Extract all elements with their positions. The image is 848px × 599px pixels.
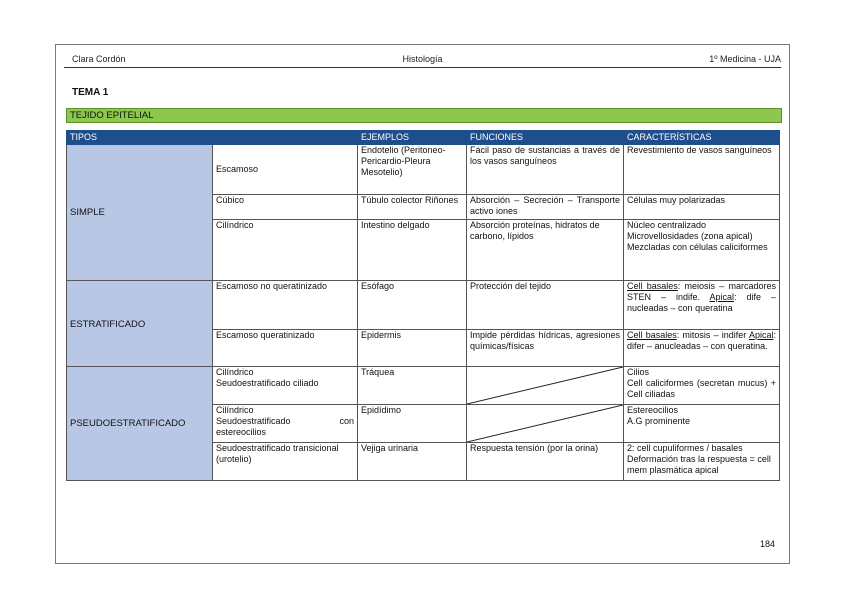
header-funciones: FUNCIONES: [467, 131, 624, 145]
document-page: [55, 44, 790, 564]
basal-text: : mitosis – indifer: [676, 330, 747, 340]
subtype-line: Seudoestratificado ciliado: [216, 378, 319, 388]
basal-label: Cell basales: [627, 330, 677, 340]
header-course: 1º Medicina - UJA: [709, 54, 781, 64]
table-header-row: [67, 131, 780, 145]
header-divider: [64, 67, 781, 68]
subtype-cell: Escamoso queratinizado: [213, 330, 358, 367]
subtype-cell: Cúbico: [213, 195, 358, 220]
section-title: TEJIDO EPITELIAL: [66, 108, 782, 123]
epithelium-table: [66, 130, 780, 481]
ejemplo-cell: Epidermis: [358, 330, 467, 367]
header-author: Clara Cordón: [72, 54, 126, 64]
caracteristica-cell: Revestimiento de vasos sanguíneos: [624, 145, 780, 195]
caracteristica-line: Estereocilios: [627, 405, 679, 415]
caracteristica-line: Deformación tras la respuesta = cell mem plasmática apical: [627, 454, 771, 475]
ejemplo-cell: Tráquea: [358, 367, 467, 405]
caracteristica-line: Núcleo centralizado: [627, 220, 707, 230]
table-row: [67, 367, 780, 405]
apical-text: : dife – nucleadas – con queratina: [627, 292, 777, 313]
apical-label: Apical: [709, 292, 735, 302]
category-simple: SIMPLE: [67, 145, 213, 281]
subtype-line: Cilíndrico: [216, 405, 254, 415]
basal-label: Cell basales: [627, 281, 678, 291]
caracteristica-cell: Células muy polarizadas: [624, 195, 780, 220]
funcion-cell-empty: [467, 405, 624, 443]
ejemplo-cell: Intestino delgado: [358, 220, 467, 281]
caracteristica-cell: [624, 281, 780, 330]
subtype-cell: Escamoso no queratinizado: [213, 281, 358, 330]
header-ejemplos: EJEMPLOS: [358, 131, 467, 145]
header-tipos: TIPOS: [67, 131, 358, 145]
funcion-cell: Fácil paso de sustancias a través de los vasos sanguíneos: [467, 145, 624, 195]
caracteristica-line: Cell caliciformes (secretan mucus) + Cell ciliadas: [627, 378, 777, 399]
caracteristica-cell: [624, 367, 780, 405]
funcion-cell: Protección del tejido: [467, 281, 624, 330]
subtype-cell: [213, 405, 358, 443]
page-number: 184: [759, 539, 775, 549]
caracteristica-line: A.G prominente: [627, 416, 691, 426]
funcion-cell: Respuesta tensión (por la orina): [467, 443, 624, 481]
table-row: [67, 145, 780, 195]
funcion-cell: Absorción – Secreción – Transporte activo iones: [467, 195, 624, 220]
subtype-cell: Escamoso: [213, 145, 358, 195]
subtype-cell: Seudoestratificado transicional (urotelio): [213, 443, 358, 481]
funcion-cell-empty: [467, 367, 624, 405]
caracteristica-cell: [624, 405, 780, 443]
ejemplo-cell: Túbulo colector Riñones: [358, 195, 467, 220]
subtype-line: Seudoestratificado con estereocilios: [216, 416, 355, 437]
header-caracteristicas: CARACTERÍSTICAS: [624, 131, 780, 145]
caracteristica-line: Microvellosidades (zona apical): [627, 231, 753, 241]
funcion-cell: Impide pérdidas hídricas, agresiones químicas/físicas: [467, 330, 624, 367]
tema-title: TEMA 1: [72, 87, 109, 98]
header-subject: Histología: [402, 54, 443, 64]
diagonal-strike-icon: [467, 367, 623, 404]
diagonal-strike-icon: [467, 405, 623, 442]
subtype-cell: Cilíndrico: [213, 220, 358, 281]
subtype-cell: [213, 367, 358, 405]
caracteristica-line: 2: cell cupuliformes / basales: [627, 443, 743, 453]
basal-text: : meiosis – marcadores STEN – indife.: [627, 281, 777, 302]
caracteristica-line: Cilios: [627, 367, 650, 377]
ejemplo-cell: Endotelio (Peritoneo-Pericardio-Pleura Mesotelio): [358, 145, 467, 195]
caracteristica-cell: [624, 220, 780, 281]
apical-text: : difer – anucleadas – con queratina.: [627, 330, 777, 351]
subtype-line: Cilíndrico: [216, 367, 254, 377]
category-pseudoestratificado: PSEUDOESTRATIFICADO: [67, 367, 213, 481]
apical-label: Apical: [748, 330, 774, 340]
ejemplo-cell: Vejiga urinaria: [358, 443, 467, 481]
category-estratificado: ESTRATIFICADO: [67, 281, 213, 367]
ejemplo-cell: Esófago: [358, 281, 467, 330]
caracteristica-cell: [624, 330, 780, 367]
ejemplo-cell: Epidídimo: [358, 405, 467, 443]
funcion-cell: Absorción proteínas, hidratos de carbono, lípidos: [467, 220, 624, 281]
caracteristica-cell: [624, 443, 780, 481]
table-row: [67, 281, 780, 330]
caracteristica-line: Mezcladas con células caliciformes: [627, 242, 768, 252]
